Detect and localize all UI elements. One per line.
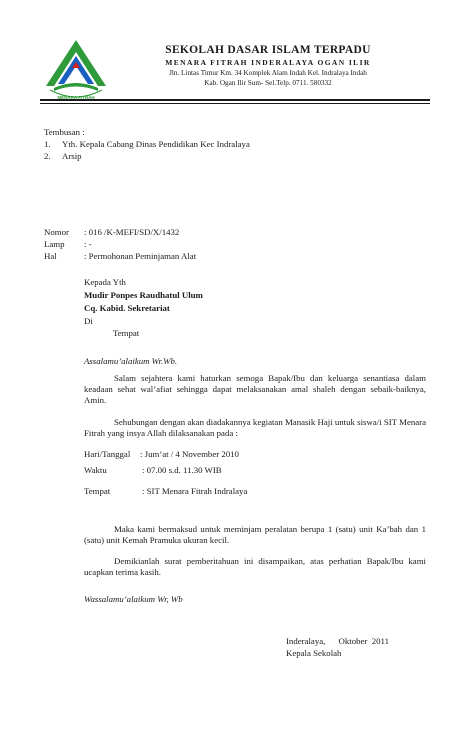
paragraph-1 — [84, 373, 426, 407]
recipient-cq: Cq. Kabid. Sekretariat — [84, 303, 170, 313]
nomor-value: : 016 /K-MEFI/SD/X/1432 — [84, 227, 180, 237]
tembusan-item-1: Yth. Kepala Cabang Dinas Pendidikan Kec Indralaya — [62, 139, 250, 149]
header-rule-thin — [40, 103, 430, 104]
paragraph-2 — [84, 417, 426, 439]
paragraph-3-text: Maka kami bermaksud untuk meminjam peralatan berupa 1 (satu) unit Ka’bah dan 1 (satu) unit Kemah Pramuka ukuran kecil. — [84, 524, 426, 546]
logo-book — [54, 83, 98, 91]
school-address-line-2: Kab. Ogan Ilir Sum- Sel.Telp. 0711. 580332 — [204, 79, 332, 87]
lamp-label: Lamp — [44, 239, 65, 249]
salam-closing: Wassalamu’alaikum Wr, Wb — [84, 594, 183, 604]
recipient-di: Di — [84, 316, 93, 326]
tembusan-item-2-num: 2. — [44, 151, 51, 161]
waktu-label: Waktu — [84, 465, 107, 475]
recipient-name: Mudir Ponpes Raudhatul Ulum — [84, 290, 203, 300]
signature-title: Kepala Sekolah — [286, 648, 342, 658]
hari-value: : Jum’at / 4 November 2010 — [140, 449, 239, 459]
school-name: SEKOLAH DASAR ISLAM TERPADU — [165, 44, 371, 56]
tempat-value: : SIT Menara Fitrah Indralaya — [142, 486, 248, 496]
waktu-value: : 07.00 s.d. 11.30 WIB — [142, 465, 222, 475]
hal-label: Hal — [44, 251, 57, 261]
logo-text: MENARA FITRAH — [57, 95, 95, 100]
hal-value: : Permohonan Peminjaman Alat — [84, 251, 197, 261]
lamp-value: : - — [84, 239, 92, 249]
salam-opening: Assalamu’alaikum Wr.Wb. — [84, 356, 178, 366]
tempat-label: Tempat — [84, 486, 111, 496]
signature-place-date: Inderalaya, Oktober 2011 — [286, 636, 390, 646]
recipient-tempat: Tempat — [113, 328, 140, 338]
nomor-label: Nomor — [44, 227, 69, 237]
paragraph-3 — [84, 524, 426, 546]
tembusan-item-1-num: 1. — [44, 139, 51, 149]
header-rule-thick — [40, 99, 430, 101]
tembusan-item-2: Arsip — [62, 151, 82, 161]
paragraph-4 — [84, 556, 426, 578]
paragraph-4-text: Demikianlah surat pemberitahuan ini disampaikan, atas perhatian Bapak/Ibu kami ucapkan terima kasih. — [84, 556, 426, 578]
school-logo-icon — [40, 38, 112, 102]
school-subtitle: MENARA FITRAH INDERALAYA OGAN ILIR — [165, 58, 371, 67]
paragraph-2-text: Sehubungan dengan akan diadakannya kegiatan Manasik Haji untuk siswa/i SIT Menara Fitrah yang insya Allah dilaksanakan pada : — [84, 417, 426, 439]
school-address-line-1: Jln. Lintas Timur Km. 34 Komplek Alam Indah Kel. Indralaya Indah — [169, 69, 367, 77]
hari-label: Hari/Tanggal — [84, 449, 131, 459]
recipient-kepada: Kepada Yth — [84, 277, 126, 287]
tembusan-label: Tembusan : — [44, 127, 85, 137]
paragraph-1-text: Salam sejahtera kami haturkan semoga Bapak/Ibu dan keluarga senantiasa dalam keadaan sehat wal’afiat sehingga dapat melaksanakan amal shaleh dengan sebaik-baiknya, Amin. — [84, 373, 426, 406]
